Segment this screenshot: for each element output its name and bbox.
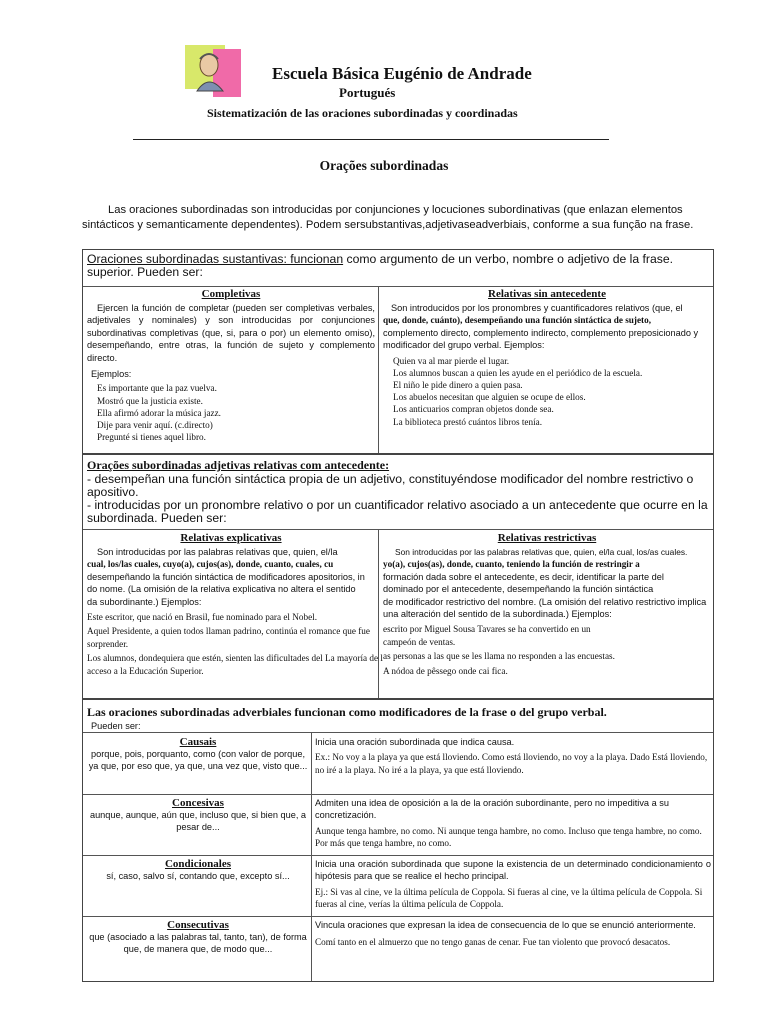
school-name: Escuela Básica Eugénio de Andrade bbox=[272, 64, 532, 83]
restrictivas-line: de modificador restrictivo del nombre. (La omisión del relativo restrictivo implica bbox=[383, 596, 707, 607]
school-logo bbox=[185, 43, 241, 98]
causais-left bbox=[87, 736, 309, 793]
consecutivas-title: Consecutivas bbox=[167, 919, 229, 931]
explicativas-line: Este escritor, que nació en Brasil, fue nominado para el Nobel. bbox=[87, 612, 318, 623]
concesivas-right bbox=[315, 797, 711, 854]
example-line: Es importante que la paz vuelva. bbox=[97, 383, 217, 394]
explicativas-line: Aquel Presidente, a quien todos llaman padrino, continúa el romance que fue bbox=[87, 626, 370, 637]
completivas-title: Completivas bbox=[201, 288, 261, 300]
example-line: Los anticuarios compran objetos donde sea. bbox=[393, 404, 554, 415]
sustantivas-header bbox=[87, 253, 709, 279]
consecutivas-list: que (asociado a las palabras tal, tanto, tan), de forma que, de manera que, de modo que... bbox=[89, 932, 307, 955]
consecutivas-right bbox=[315, 919, 711, 981]
divider bbox=[83, 794, 713, 795]
concesivas-desc: Admiten una idea de oposición a la de la oración subordinante, pero no impeditiva a su concretización. bbox=[315, 798, 669, 821]
divider bbox=[83, 732, 713, 733]
relativas-sin-cell bbox=[383, 288, 711, 453]
divider bbox=[378, 286, 379, 453]
explicativas-line: cual, los/las cuales, cuyo(a), cujos(as), donde, cuanto, cuales, cu bbox=[87, 559, 334, 570]
causais-desc: Inicia una oración subordinada que indica causa. bbox=[315, 737, 515, 747]
explicativas-line: acceso a la Educación Superior. bbox=[87, 665, 204, 676]
relativas-sin-body-c: complemento directo, complemento indirecto, complemento preposicionado y modificador del grupo verbal. Ejemplos: bbox=[383, 327, 699, 351]
restrictivas-line: formación dada sobre el antecedente, es decir, identificar la parte del bbox=[383, 571, 664, 582]
relativas-sin-body-a: Son introducidos por los pronombres y cuantificadores relativos (que, el bbox=[391, 303, 683, 313]
concesivas-title: Concesivas bbox=[172, 797, 224, 809]
explicativas-line: desempeñando la función sintáctica de modificadores apositorios, in bbox=[87, 571, 365, 582]
header-divider bbox=[133, 139, 609, 140]
explicativas-line: sorprender. bbox=[87, 638, 129, 649]
concesivas-left bbox=[87, 797, 309, 854]
relativas-sin-body-b: que, donde, cuánto), desempeñando una función sintáctica de sujeto, bbox=[383, 315, 652, 326]
causais-title: Causais bbox=[179, 736, 217, 748]
sustantivas-header-rest: como argumento de un verbo, nombre o adjetivo de la frase. bbox=[343, 252, 674, 266]
restrictivas-cell bbox=[383, 532, 711, 697]
example-line: Los alumnos buscan a quien les ayude en el periódico de la escuela. bbox=[393, 367, 643, 378]
restrictivas-line: yo(a), cujos(as), donde, cuanto, teniendo la función de restringir a bbox=[383, 559, 640, 570]
example-line: Los abuelos necesitan que alguien se ocupe de ellos. bbox=[393, 392, 586, 403]
concesivas-list: aunque, aunque, aún que, incluso que, si bien que, a pesar de... bbox=[89, 810, 307, 833]
explicativas-title: Relativas explicativas bbox=[180, 532, 282, 544]
section-title: Orações subordinadas bbox=[319, 158, 449, 173]
example-line: La biblioteca prestó cuántos libros tenía. bbox=[393, 416, 542, 427]
document-subtitle: Sistematización de las oraciones subordinadas y coordinadas bbox=[207, 106, 518, 120]
example-line: Dije para venir aquí. (c.directo) bbox=[97, 420, 213, 431]
completivas-examples-label: Ejemplos: bbox=[91, 369, 132, 380]
consecutivas-example: Comí tanto en el almuerzo que no tengo ganas de cenar. Fue tan violento que provocó desacatos. bbox=[315, 937, 671, 948]
explicativas-line: da subordinante.) Ejemplos: bbox=[87, 596, 202, 607]
intro-text: Las oraciones subordinadas son introducidas por conjunciones y locuciones subordinativas (que enlazan elementos sintácticos y semanticamente dependentes). Podem sersubstantivas,adjetivaseadverbiais, conforme a sua função na frase. bbox=[82, 204, 694, 231]
consecutivas-desc: Vincula oraciones que expresan la idea de consecuencia de lo que se enunció anteriormente. bbox=[315, 920, 696, 930]
divider bbox=[83, 916, 713, 917]
explicativas-line: Son introducidas por las palabras relativas que, quien, el/la bbox=[97, 547, 338, 557]
restrictivas-title: Relativas restrictivas bbox=[497, 532, 597, 544]
causais-example: Ex.: No voy a la playa ya que está lloviendo. Como está lloviendo, no voy a la playa. Dado Está lloviendo, no iré a la playa. No iré a la playa, ya que está lloviendo. bbox=[315, 752, 708, 775]
restrictivas-line: una alteración del sentido de la subordinada.) Ejemplos: bbox=[383, 609, 612, 620]
example-line: Mostró que la justicia existe. bbox=[97, 395, 203, 406]
adverbiales-sub: Pueden ser: bbox=[91, 721, 141, 731]
causais-list: porque, pois, porquanto, como (con valor de porque, ya que, por eso que, ya que, una vez que, visto que... bbox=[88, 749, 308, 772]
divider bbox=[83, 855, 713, 856]
explicativas-line: Los alumnos, dondequiera que estén, sienten las dificultades del La mayoría de l bbox=[87, 653, 383, 664]
sustantivas-header-term: Oraciones subordinadas sustantivas: funcionan bbox=[87, 252, 344, 266]
example-line: El niño le pide dinero a quien pasa. bbox=[393, 380, 523, 391]
divider bbox=[83, 529, 713, 530]
condicionales-title: Condicionales bbox=[164, 858, 231, 870]
example-line: Ella afirmó adorar la música jazz. bbox=[97, 407, 221, 418]
sustantivas-header-tail: superior. Pueden ser: bbox=[87, 265, 203, 279]
restrictivas-line: campeón de ventas. bbox=[383, 636, 456, 647]
causais-right bbox=[315, 736, 711, 793]
concesivas-example: Aunque tenga hambre, no como. Ni aunque tenga hambre, no como. Incluso que tenga hambre, no como. Por más que tenga hambre, no como. bbox=[315, 825, 702, 849]
sustantivas-block bbox=[82, 249, 714, 454]
adverbiales-block bbox=[82, 699, 714, 982]
adjetivas-header: Orações subordinadas adjetivas relativas com antecedente: bbox=[87, 458, 390, 472]
restrictivas-line: escrito por Miguel Sousa Tavares se ha convertido en un bbox=[383, 624, 591, 635]
condicionales-left bbox=[87, 858, 309, 915]
restrictivas-line: as personas a las que se les llama no responden a las encuestas. bbox=[383, 651, 615, 662]
example-line: Pregunté si tienes aquel libro. bbox=[97, 432, 206, 443]
consecutivas-left bbox=[87, 919, 309, 981]
divider bbox=[311, 732, 312, 981]
condicionales-list: sí, caso, salvo sí, contando que, excepto sí... bbox=[106, 871, 290, 881]
adverbiales-header-area bbox=[87, 705, 709, 732]
example-line: Quien va al mar pierde el lugar. bbox=[393, 355, 510, 366]
restrictivas-line: Son introducidas por las palabras relativas que, quien, el/la cual, los/as cuales. bbox=[395, 547, 688, 557]
adjetivas-header-area bbox=[87, 458, 709, 525]
adjetivas-bullet-1: - desempeñan una función sintáctica propia de un adjetivo, constituyéndose modificador del nombre restrictivo o apositivo. bbox=[87, 472, 694, 499]
intro-paragraph bbox=[82, 203, 714, 233]
condicionales-desc: Inicia una oración subordinada que supone la existencia de un determinado condicionamiento o hipótesis para que se realice el hecho principal. bbox=[315, 859, 711, 882]
adjetivas-block bbox=[82, 454, 714, 699]
restrictivas-line: dominado por el antecedente, desempeñando la función sintáctica bbox=[383, 584, 654, 595]
condicionales-example: Ej.: Si vas al cine, ve la última película de Coppola. Si fueras al cine, ve la última película de Coppola. Si fueras al cine, verías la última película de Coppola. bbox=[315, 886, 703, 910]
subject-name: Portugués bbox=[339, 85, 396, 100]
explicativas-line: do nome. (La omisión de la relativa explicativa no altera el sentido bbox=[87, 584, 356, 595]
completivas-cell bbox=[87, 288, 375, 453]
completivas-body: Ejercen la función de completar (pueden ser completivas verbales, adjetivales y nominales) y son introducidas por conjunciones subordinativas completivas (que, si, para o por) un elemento omiso), desempeñando, entre otras, la función de sujeto y complemento directo. bbox=[87, 303, 375, 363]
divider bbox=[83, 286, 713, 287]
adverbiales-header: Las oraciones subordinadas adverbiales funcionan como modificadores de la frase o del grupo verbal. bbox=[87, 705, 607, 719]
adjetivas-bullet-2: - introducidas por un pronombre relativo o por un cuantificador relativo asociado a un antecedente que ocurre en la subordinada. Pueden ser: bbox=[87, 498, 708, 525]
relativas-sin-title: Relativas sin antecedente bbox=[488, 288, 606, 300]
condicionales-right bbox=[315, 858, 711, 915]
restrictivas-line: A nódoa de pêssego onde cai fica. bbox=[383, 665, 508, 676]
